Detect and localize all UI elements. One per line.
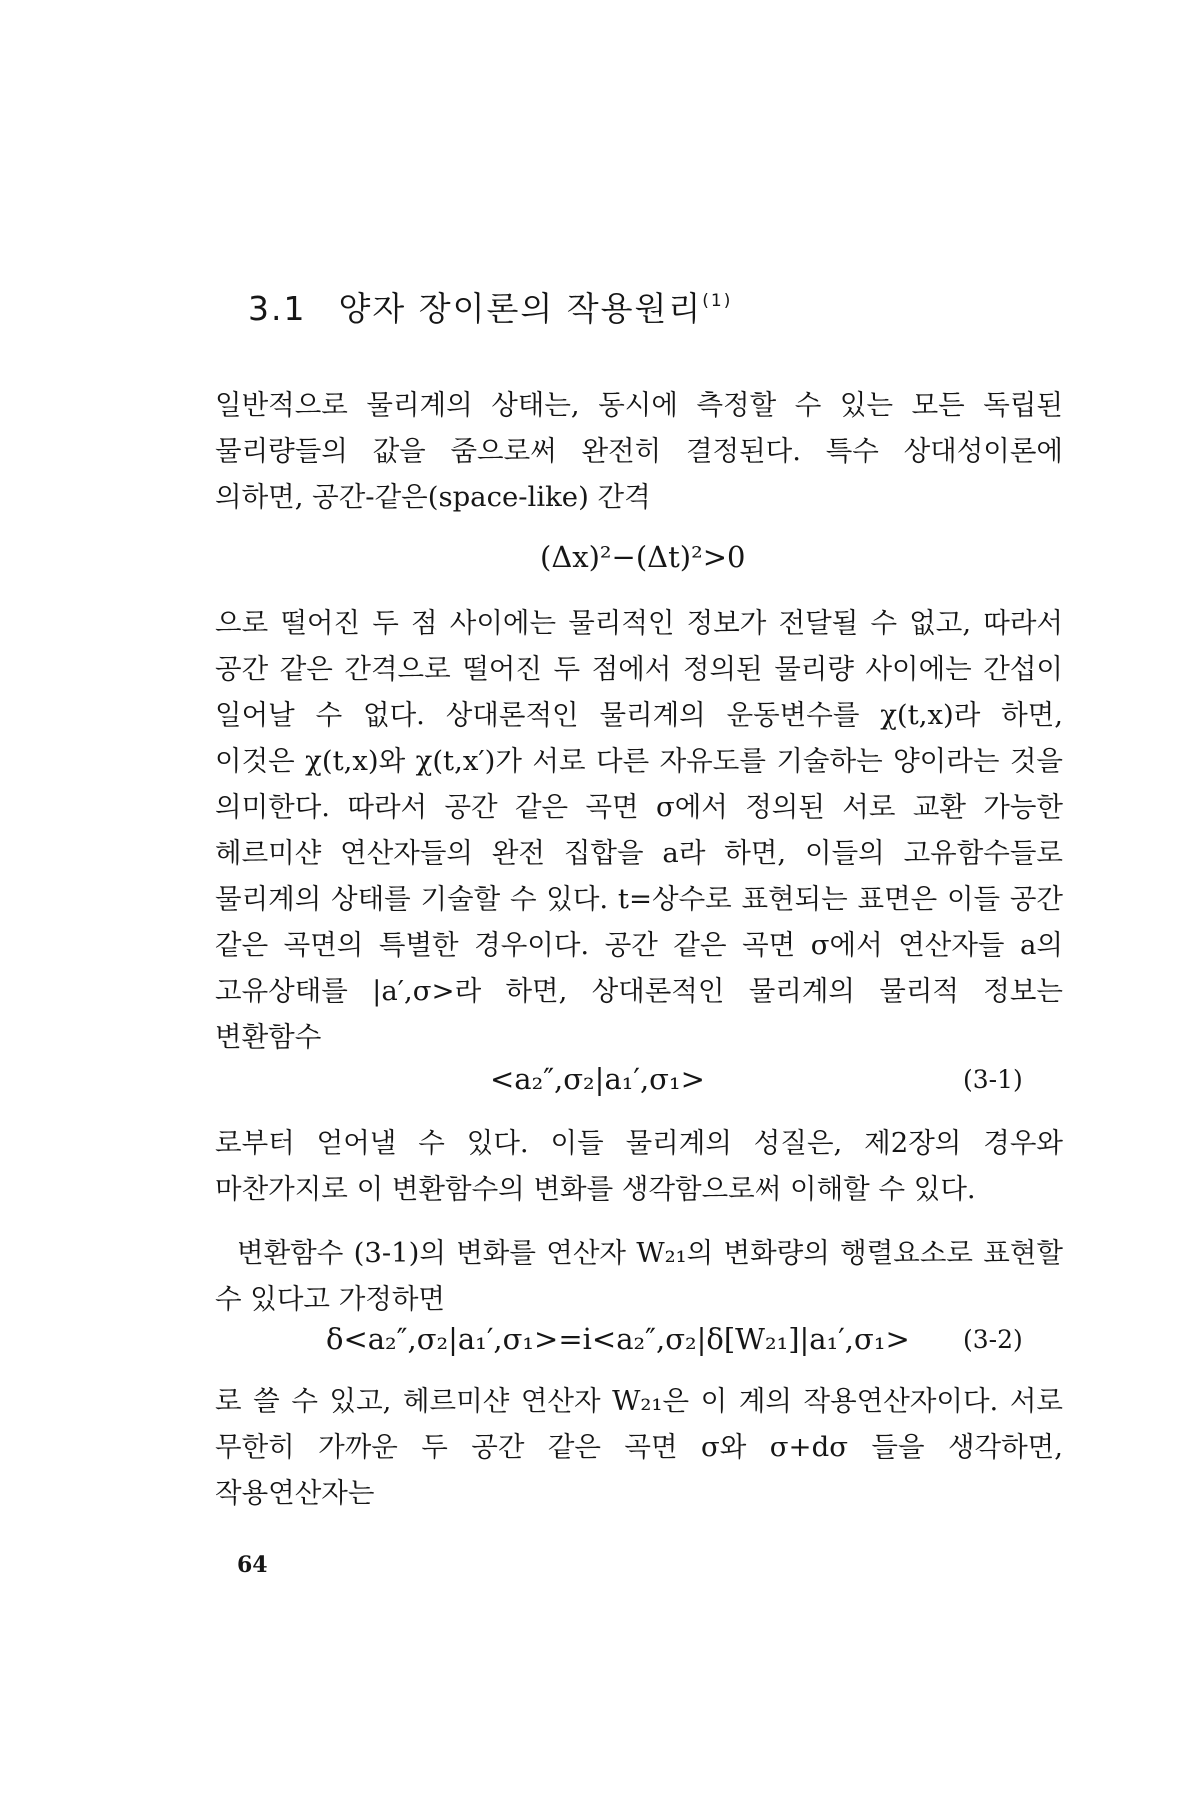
paragraph-intro: 일반적으로 물리계의 상태는, 동시에 측정할 수 있는 모든 독립된 물리량들의 값을 줌으로써 완전히 결정된다. 특수 상대성이론에 의하면, 공간-같은(space-like) 간격 (215, 389, 1063, 513)
equation-3-2-label: (3-2) (963, 1325, 1023, 1354)
paragraph-spacelike: 으로 떨어진 두 점 사이에는 물리적인 정보가 전달될 수 없고, 따라서 공간 같은 간격으로 떨어진 두 점에서 정의된 물리량 사이에는 간섭이 일어날 수 없다. 상대론적인 물리계의 운동변수를 χ(t,x)라 하면, 이것은 χ(t,x)와 χ(t,x′)가 서로 다른 자유도를 기술하는 양이라는 것을 의미한다. 따라서 공간 같은 곡면 σ에서 정의된 서로 교환 가능한 헤르미샨 연산자들의 완전 집합을 a라 하면, 이들의 고유함수들로 물리계의 상태를 기술할 수 있다. t=상수로 표현되는 표면은 이들 공간 같은 곡면의 특별한 경우이다. 공간 같은 곡면 σ에서 연산자들 a의 고유상태를 |a′,σ>라 하면, 상대론적인 물리계의 물리적 정보는 변환함수 (215, 607, 1063, 1053)
paragraph-action-operator: 로 쓸 수 있고, 헤르미샨 연산자 W₂₁은 이 계의 작용연산자이다. 서로 무한히 가까운 두 공간 같은 곡면 σ와 σ+dσ 들을 생각하면, 작용연산자는 (215, 1385, 1063, 1509)
section-title-text: 양자 장이론의 작용원리 (338, 289, 703, 328)
paragraph-transformation: 로부터 얻어낼 수 있다. 이들 물리계의 성질은, 제2장의 경우와 마찬가지로 이 변환함수의 변화를 생각함으로써 이해할 수 있다. (215, 1127, 1063, 1205)
equation-3-1: <a₂″,σ₂|a₁′,σ₁> (490, 1062, 705, 1096)
equation-3-1-label: (3-1) (963, 1065, 1023, 1094)
footnote-marker: (1) (702, 291, 733, 311)
paragraph-variation: 변환함수 (3-1)의 변화를 연산자 W₂₁의 변화량의 행렬요소로 표현할 수 있다고 가정하면 (215, 1237, 1063, 1315)
section-number: 3.1 (248, 289, 307, 328)
section-heading (248, 283, 732, 330)
equation-3-2: δ<a₂″,σ₂|a₁′,σ₁>=i<a₂″,σ₂|δ[W₂₁]|a₁′,σ₁> (326, 1322, 910, 1356)
equation-spacelike-interval: (Δx)²−(Δt)²>0 (540, 540, 746, 574)
page-number: 64 (237, 1552, 268, 1578)
